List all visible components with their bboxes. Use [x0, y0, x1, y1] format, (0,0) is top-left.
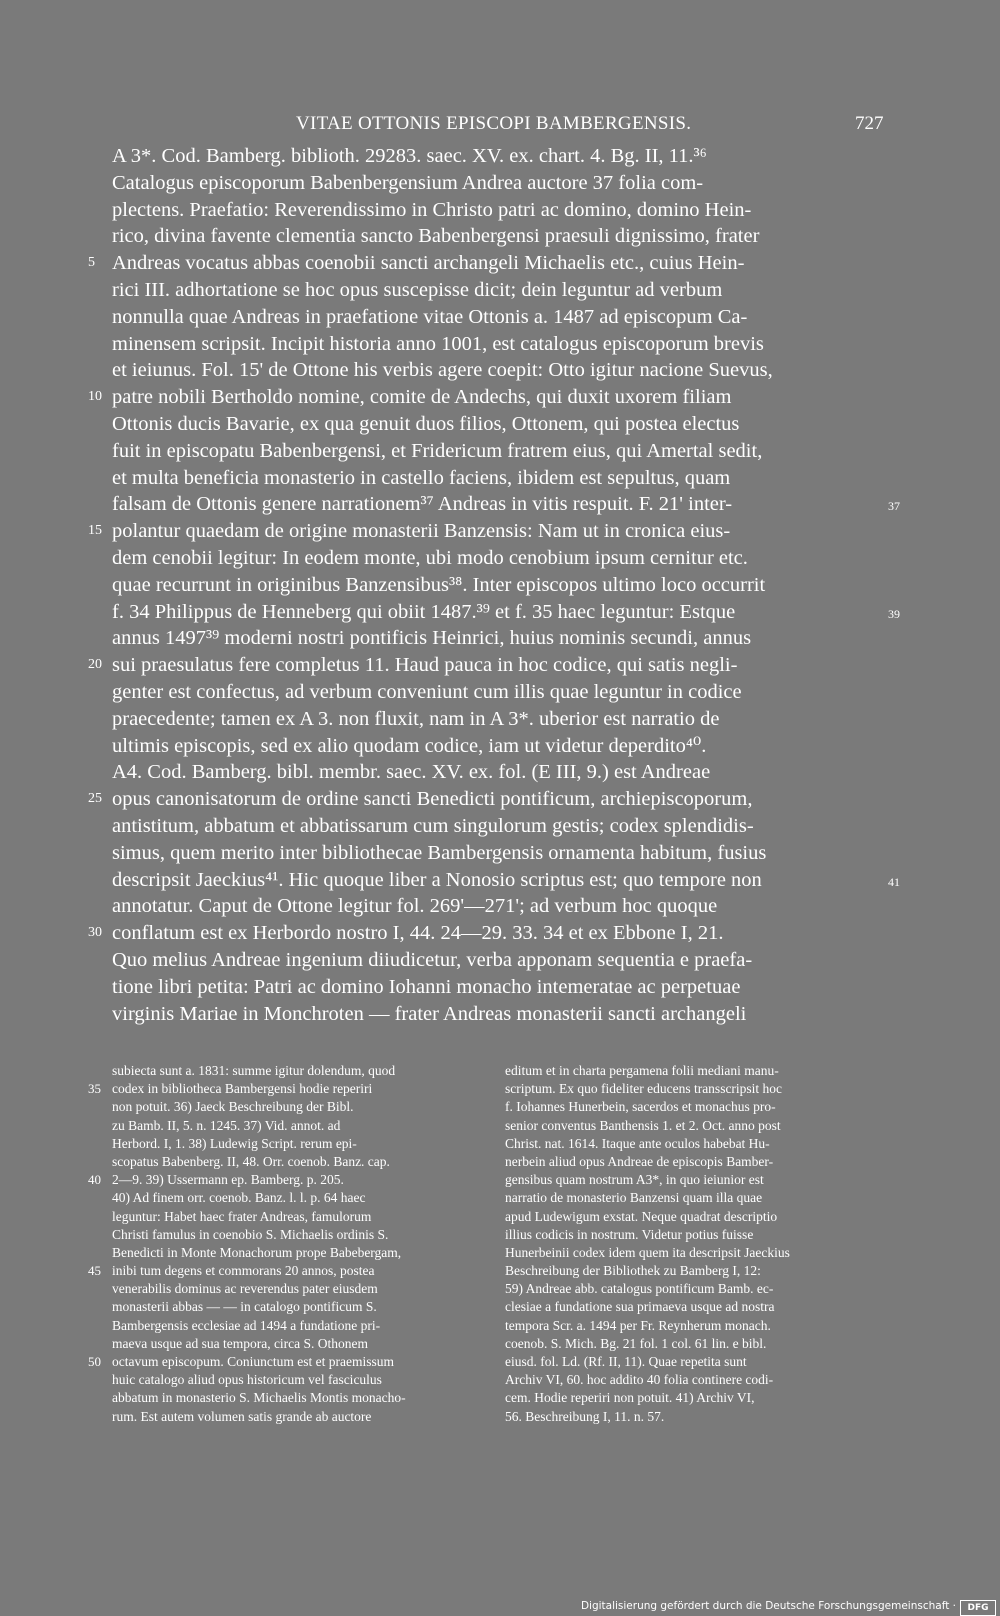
footnote-line-text: codex in bibliotheca Bambergensi hodie reperiri — [112, 1081, 373, 1097]
footnote-line-text: 40) Ad finem orr. coenob. Banz. l. l. p. 64 haec — [112, 1190, 366, 1206]
line-number: 50 — [88, 1354, 101, 1369]
footnote-line — [505, 1117, 885, 1135]
footnote-line-text: maeva usque ad sua tempora, circa S. Othonem — [112, 1335, 369, 1351]
footnote-line-text: Beschreibung der Bibliothek zu Bamberg I, 12: — [505, 1263, 761, 1279]
footnote-line-text: eiusd. fol. Ld. (Rf. II, 11). Quae repetita sunt — [505, 1354, 747, 1369]
body-line-text: falsam de Ottonis genere narrationem³⁷ Andreas in vitis respuit. F. 21' inter- — [112, 493, 733, 516]
body-line — [112, 625, 884, 652]
body-line-text: opus canonisatorum de ordine sancti Benedicti pontificum, archiepiscoporum, — [112, 788, 753, 811]
footnote-line-text: rum. Est autem volumen satis grande ab auctore — [112, 1408, 372, 1424]
body-line-text: Andreas vocatus abbas coenobii sancti archangeli Michaelis etc., cuius Hein- — [112, 252, 745, 275]
line-number: 20 — [88, 657, 102, 673]
footnote-line — [112, 1317, 488, 1335]
body-line-text: praecedente; tamen ex A 3. non fluxit, nam in A 3*. uberior est narratio de — [112, 707, 720, 730]
footnote-line-text: 59) Andreae abb. catalogus pontificum Bamb. ec- — [505, 1281, 774, 1297]
footnote-line — [505, 1135, 885, 1153]
footnote-line — [505, 1389, 885, 1407]
body-line — [88, 518, 884, 545]
body-line-text: patre nobili Bertholdo nomine, comite de Andechs, qui duxit uxorem filiam — [112, 386, 732, 409]
footnote-line-text: Christ. nat. 1614. Itaque ante oculos habebat Hu- — [505, 1135, 770, 1151]
line-number: 30 — [88, 925, 102, 941]
footnote-line — [112, 1389, 488, 1407]
body-line-text: Catalogus episcoporum Babenbergensium Andrea auctore 37 folia com- — [112, 171, 704, 194]
footnote-line-text: inibi tum degens et commorans 20 annos, postea — [112, 1263, 375, 1279]
body-line — [112, 813, 884, 840]
body-line-text: Ottonis ducis Bavarie, ex qua genuit duos filios, Ottonem, qui postea electus — [112, 412, 740, 435]
footnote-line-text: 56. Beschreibung I, 11. n. 57. — [505, 1408, 665, 1424]
footnote-line-text: Archiv VI, 60. hoc addito 40 folia continere codi- — [505, 1372, 774, 1388]
body-line — [112, 867, 884, 894]
body-line — [112, 599, 884, 626]
body-line — [88, 384, 884, 411]
footnote-line — [112, 1117, 488, 1135]
footnote-line-text: Herbord. I, 1. 38) Ludewig Script. rerum epi- — [112, 1135, 357, 1151]
footnote-line-text: huic catalogo aliud opus historicum vel fasciculus — [112, 1372, 382, 1388]
body-line — [112, 197, 884, 224]
body-line-text: Quo melius Andreae ingenium diiudicetur, verba apponam sequentia e praefa- — [112, 948, 753, 971]
body-line-text: virginis Mariae in Monchroten — frater Andreas monasterii sancti archangeli — [112, 1002, 747, 1025]
body-line-text: rici III. adhortatione se hoc opus suscepisse dicit; dein leguntur ad verbum — [112, 278, 723, 301]
body-line — [112, 759, 884, 786]
body-line — [112, 438, 884, 465]
body-line-text: quae recurrunt in originibus Banzensibus³⁸. Inter episcopos ultimo loco occurrit — [112, 573, 766, 596]
body-line-text: minensem scripsit. Incipit historia anno 1001, est catalogus episcoporum brevis — [112, 332, 764, 355]
footnote-line — [505, 1262, 885, 1280]
footnote-line — [112, 1335, 488, 1353]
body-line — [112, 679, 884, 706]
body-line — [88, 920, 884, 947]
footnote-line-text: 2—9. 39) Ussermann ep. Bamberg. p. 205. — [112, 1172, 344, 1188]
footnote-line-text: Bambergensis ecclesiae ad 1494 a fundatione pri- — [112, 1317, 381, 1333]
footnote-line-text: monasterii abbas — — in catalogo pontificum S. — [112, 1299, 377, 1315]
footnote-line — [505, 1189, 885, 1207]
body-line — [112, 974, 884, 1001]
footnote-line-text: Hunerbeinii codex idem quem ita descripsit Jaeckius — [505, 1244, 790, 1260]
footnote-line — [505, 1408, 885, 1426]
body-line-text: f. 34 Philippus de Henneberg qui obiit 1487.³⁹ et f. 35 haec leguntur: Estque — [112, 600, 736, 623]
footnote-line-text: tempora Scr. a. 1494 per Fr. Reynherum monach. — [505, 1317, 771, 1333]
footnote-line-text: senior conventus Banthensis 1. et 2. Oct. anno post — [505, 1117, 781, 1133]
body-line-text: A 3*. Cod. Bamberg. biblioth. 29283. saec. XV. ex. chart. 4. Bg. II, 11.³⁶ — [112, 145, 707, 167]
body-line-text: ultimis episcopis, sed ex alio quodam codice, iam ut videtur deperdito⁴⁰. — [112, 734, 707, 757]
footnote-line — [88, 1353, 488, 1371]
footnote-line — [505, 1371, 885, 1389]
footnote-line-text: nerbein aliud opus Andreae de episcopis Bamber- — [505, 1153, 774, 1169]
body-line-text: antistitum, abbatum et abbatissarum cum singulorum gestis; codex splendidis- — [112, 814, 754, 837]
margin-footnote-ref: 41 — [888, 874, 900, 889]
footnote-line-text: leguntur: Habet haec frater Andreas, famulorum — [112, 1208, 372, 1224]
footnote-line-text: editum et in charta pergamena folii mediani manu- — [505, 1063, 779, 1078]
footnote-line — [505, 1317, 885, 1335]
footnote-line — [88, 1080, 488, 1098]
footnote-line — [112, 1371, 488, 1389]
footnote-line — [88, 1171, 488, 1189]
body-line — [112, 223, 884, 250]
body-line — [112, 304, 884, 331]
body-line — [112, 331, 884, 358]
body-line-text: rico, divina favente clementia sancto Babenbergensi praesuli dignissimo, frater — [112, 225, 760, 248]
body-line — [112, 706, 884, 733]
footnote-line-text: abbatum in monasterio S. Michaelis Montis monacho- — [112, 1390, 406, 1406]
banner-text: Digitalisierung gefördert durch die Deutsche Forschungsgemeinschaft · — [580, 1600, 956, 1612]
body-line-text: polantur quaedam de origine monasterii Banzensis: Nam ut in cronica eius- — [112, 520, 731, 543]
body-line — [112, 170, 884, 197]
body-line — [112, 545, 884, 572]
line-number: 15 — [88, 523, 102, 539]
body-line-text: A4. Cod. Bamberg. bibl. membr. saec. XV. ex. fol. (E III, 9.) est Andreae — [112, 761, 711, 784]
footnote-line — [505, 1208, 885, 1226]
footnote-line-text: subiecta sunt a. 1831: summe igitur dolendum, quod — [112, 1063, 396, 1078]
footnote-line-text: scriptum. Ex quo fideliter educens transscripsit hoc — [505, 1081, 783, 1097]
body-line — [88, 786, 884, 813]
footnote-line — [505, 1171, 885, 1189]
running-header-title: VITAE OTTONIS EPISCOPI BAMBERGENSIS. — [296, 113, 692, 134]
line-number: 35 — [88, 1081, 101, 1097]
footnote-line — [505, 1062, 885, 1080]
footnote-line — [505, 1226, 885, 1244]
footnote-line-text: apud Ludewigum exstat. Neque quadrat descriptio — [505, 1208, 778, 1224]
body-line-text: descripsit Jaeckius⁴¹. Hic quoque liber a Nonosio scriptus est; quo tempore non — [112, 868, 762, 891]
line-number: 25 — [88, 791, 102, 807]
main-text-block — [88, 143, 884, 1027]
line-number: 5 — [88, 255, 95, 271]
footnote-line — [112, 1408, 488, 1426]
footnote-line — [112, 1244, 488, 1262]
footnote-line-text: venerabilis dominus ac reverendus pater eiusdem — [112, 1281, 378, 1297]
body-line — [112, 277, 884, 304]
body-line-text: plectens. Praefatio: Reverendissimo in Christo patri ac domino, domino Hein- — [112, 198, 752, 221]
body-line — [112, 143, 884, 170]
footnote-line-text: Benedicti in Monte Monachorum prope Babebergam, — [112, 1244, 402, 1260]
footnote-line-text: f. Iohannes Hunerbein, sacerdos et monachus pro- — [505, 1099, 776, 1115]
footnote-line-text: narratio de monasterio Banzensi quam illa quae — [505, 1190, 763, 1206]
body-line — [112, 465, 884, 492]
footnote-line-text: cem. Hodie reperiri non potuit. 41) Archiv VI, — [505, 1390, 755, 1406]
footnote-line-text: zu Bamb. II, 5. n. 1245. 37) Vid. annot. ad — [112, 1117, 341, 1133]
body-line — [112, 1001, 884, 1028]
body-line — [88, 652, 884, 679]
body-line-text: dem cenobii legitur: In eodem monte, ubi modo cenobium ipsum cernitur etc. — [112, 546, 748, 569]
body-line-text: fuit in episcopatu Babenbergensi, et Fridericum fratrem eius, qui Amertal sedit, — [112, 439, 763, 462]
body-line-text: et multa beneficia monasterio in castello faciens, ibidem est sepultus, quam — [112, 466, 731, 489]
page-number: 727 — [855, 113, 884, 134]
footnote-line — [112, 1098, 488, 1116]
body-line — [112, 733, 884, 760]
body-line — [112, 947, 884, 974]
footnotes-left-column — [88, 1062, 488, 1426]
body-line-text: conflatum est ex Herbordo nostro I, 44. 24—29. 33. 34 et ex Ebbone I, 21. — [112, 922, 724, 945]
footnote-line — [112, 1280, 488, 1298]
footnote-line — [505, 1098, 885, 1116]
body-line — [112, 357, 884, 384]
footnote-line — [505, 1335, 885, 1353]
body-line-text: simus, quem merito inter bibliothecae Bambergensis ornamenta habitum, fusius — [112, 841, 767, 864]
body-line-text: tione libri petita: Patri ac domino Iohanni monacho intemeratae ac perpetuae — [112, 975, 741, 998]
footnote-line-text: Christi famulus in coenobio S. Michaelis ordinis S. — [112, 1226, 389, 1242]
footnote-line — [505, 1353, 885, 1371]
footnote-line — [505, 1080, 885, 1098]
footnote-line — [112, 1135, 488, 1153]
body-line — [112, 411, 884, 438]
body-line-text: annotatur. Caput de Ottone legitur fol. 269'—271'; ad verbum hoc quoque — [112, 895, 718, 918]
footnote-line — [112, 1298, 488, 1316]
footnote-line — [505, 1298, 885, 1316]
body-line — [112, 840, 884, 867]
dfg-logo: DFG — [960, 1600, 996, 1616]
footnote-line-text: coenob. S. Mich. Bg. 21 fol. 1 col. 61 lin. e bibl. — [505, 1335, 767, 1351]
footnotes-right-column — [505, 1062, 885, 1426]
body-line-text: genter est confectus, ad verbum conveniunt cum illis quae leguntur in codice — [112, 680, 742, 703]
body-line — [112, 572, 884, 599]
footnote-line-text: clesiae a fundatione sua primaeva usque ad nostra — [505, 1299, 775, 1315]
line-number: 40 — [88, 1172, 101, 1188]
footnote-line-text: illius codicis in nostrum. Videtur potius fuisse — [505, 1226, 754, 1242]
footnote-line — [112, 1062, 488, 1080]
footnote-line-text: non potuit. 36) Jaeck Beschreibung der Bibl. — [112, 1099, 354, 1115]
body-line — [112, 893, 884, 920]
margin-footnote-ref: 37 — [888, 499, 900, 514]
footnote-line — [112, 1189, 488, 1207]
footnote-line-text: gensibus quam nostrum A3*, in quo ieiunior est — [505, 1172, 764, 1188]
body-line-text: nonnulla quae Andreas in praefatione vitae Ottonis a. 1487 ad episcopum Ca- — [112, 305, 748, 328]
footnote-line — [112, 1208, 488, 1226]
body-line-text: sui praesulatus fere completus 11. Haud pauca in hoc codice, qui satis negli- — [112, 654, 738, 677]
margin-footnote-ref: 39 — [888, 606, 900, 621]
line-number: 10 — [88, 389, 102, 405]
footnote-line — [112, 1226, 488, 1244]
footnote-line — [505, 1244, 885, 1262]
footnote-line-text: scopatus Babenberg. II, 48. Orr. coenob. Banz. cap. — [112, 1153, 390, 1169]
body-line — [88, 250, 884, 277]
body-line — [112, 491, 884, 518]
footnote-line — [88, 1262, 488, 1280]
footnote-line — [112, 1153, 488, 1171]
body-line-text: et ieiunus. Fol. 15' de Ottone his verbis agere coepit: Otto igitur nacione Suevus, — [112, 359, 773, 382]
footnote-line — [505, 1280, 885, 1298]
body-line-text: annus 1497³⁹ moderni nostri pontificis Heinrici, huius nominis secundi, annus — [112, 627, 752, 650]
footnote-line-text: octavum episcopum. Coniunctum est et praemissum — [112, 1354, 394, 1369]
line-number: 45 — [88, 1263, 101, 1279]
footnote-line — [505, 1153, 885, 1171]
